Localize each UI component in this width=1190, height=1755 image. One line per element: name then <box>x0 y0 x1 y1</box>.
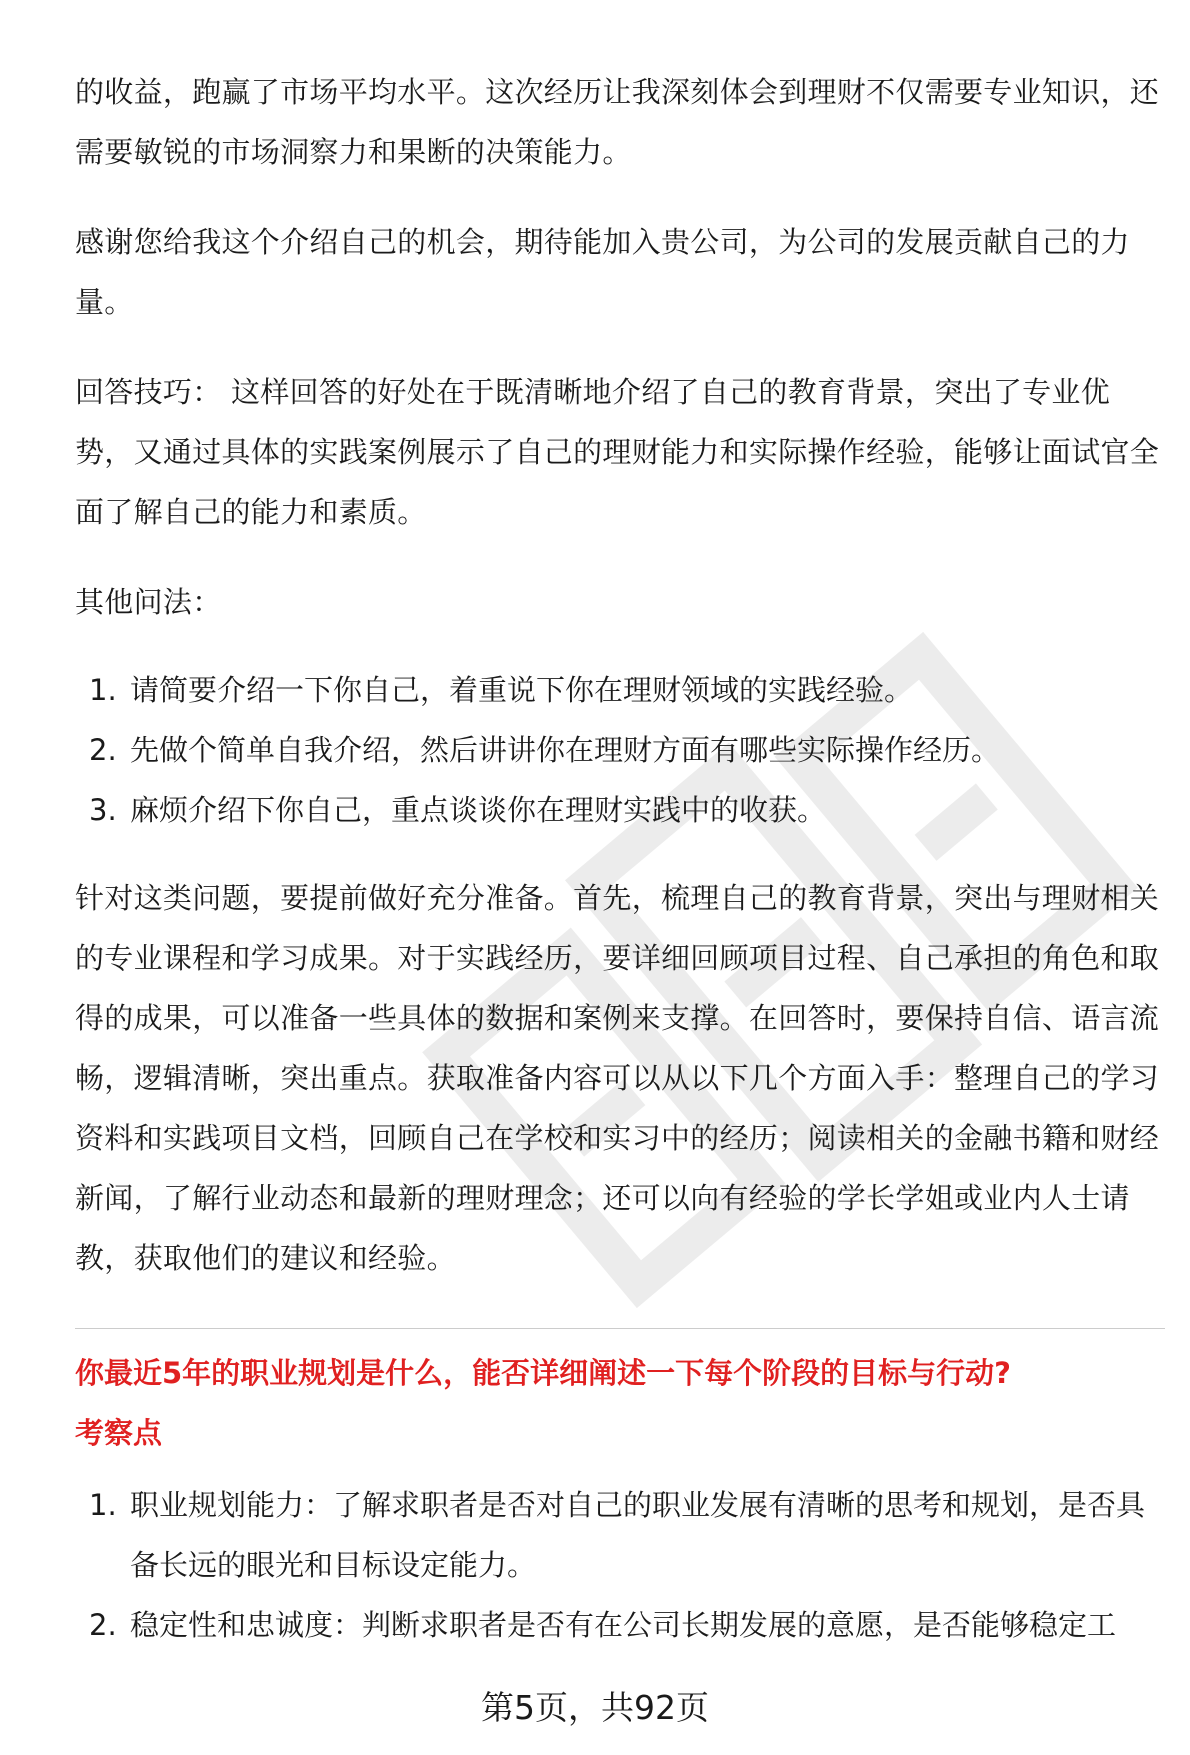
assessment-points-list <box>75 1475 1165 1655</box>
list-item-number: 2. <box>89 1608 117 1642</box>
answer-tips-paragraph: 回答技巧： 这样回答的好处在于既清晰地介绍了自己的教育背景，突出了专业优势，又通过具体的实践案例展示了自己的理财能力和实际操作经验，能够让面试官全面了解自己的能力和素质。 <box>75 375 1160 529</box>
other-questions-heading: 其他问法： <box>75 585 222 619</box>
list-item <box>75 1595 1165 1655</box>
list-item <box>75 720 1165 780</box>
assessment-points-heading: 考察点 <box>75 1416 163 1450</box>
list-item-text: 职业规划能力：了解求职者是否对自己的职业发展有清晰的思考和规划，是否具备长远的眼光和目标设定能力。 <box>130 1488 1146 1582</box>
page-number-footer: 第5页，共92页 <box>481 1688 709 1727</box>
answer-paragraph-thanks: 感谢您给我这个介绍自己的机会，期待能加入贵公司，为公司的发展贡献自己的力量。 <box>75 225 1130 319</box>
other-questions-list <box>75 660 1165 840</box>
list-item <box>75 1475 1165 1595</box>
document-body <box>75 62 1165 1655</box>
list-item <box>75 780 1165 840</box>
list-item-number: 1. <box>89 673 117 707</box>
list-item-number: 1. <box>89 1488 117 1522</box>
list-item-text: 稳定性和忠诚度：判断求职者是否有在公司长期发展的意愿，是否能够稳定工 <box>130 1608 1117 1642</box>
answer-paragraph-ending: 的收益，跑赢了市场平均水平。这次经历让我深刻体会到理财不仅需要专业知识，还需要敏锐的市场洞察力和果断的决策能力。 <box>75 75 1160 169</box>
question-title: 你最近5年的职业规划是什么，能否详细阐述一下每个阶段的目标与行动? <box>75 1356 1012 1390</box>
list-item-text: 先做个简单自我介绍，然后讲讲你在理财方面有哪些实际操作经历。 <box>130 733 1001 767</box>
list-item-number: 2. <box>89 733 117 767</box>
list-item-number: 3. <box>89 793 117 827</box>
list-item-text: 麻烦介绍下你自己，重点谈谈你在理财实践中的收获。 <box>130 793 827 827</box>
list-item-text: 请简要介绍一下你自己，着重说下你在理财领域的实践经验。 <box>130 673 914 707</box>
list-item <box>75 660 1165 720</box>
preparation-advice-paragraph: 针对这类问题，要提前做好充分准备。首先，梳理自己的教育背景，突出与理财相关的专业课程和学习成果。对于实践经历，要详细回顾项目过程、自己承担的角色和取得的成果，可以准备一些具体的数据和案例来支撑。在回答时，要保持自信、语言流畅，逻辑清晰，突出重点。获取准备内容可以从以下几个方面入手：整理自己的学习资料和实践项目文档，回顾自己在学校和实习中的经历；阅读相关的金融书籍和财经新闻，了解行业动态和最新的理财理念；还可以向有经验的学长学姐或业内人士请教，获取他们的建议和经验。 <box>75 881 1160 1275</box>
